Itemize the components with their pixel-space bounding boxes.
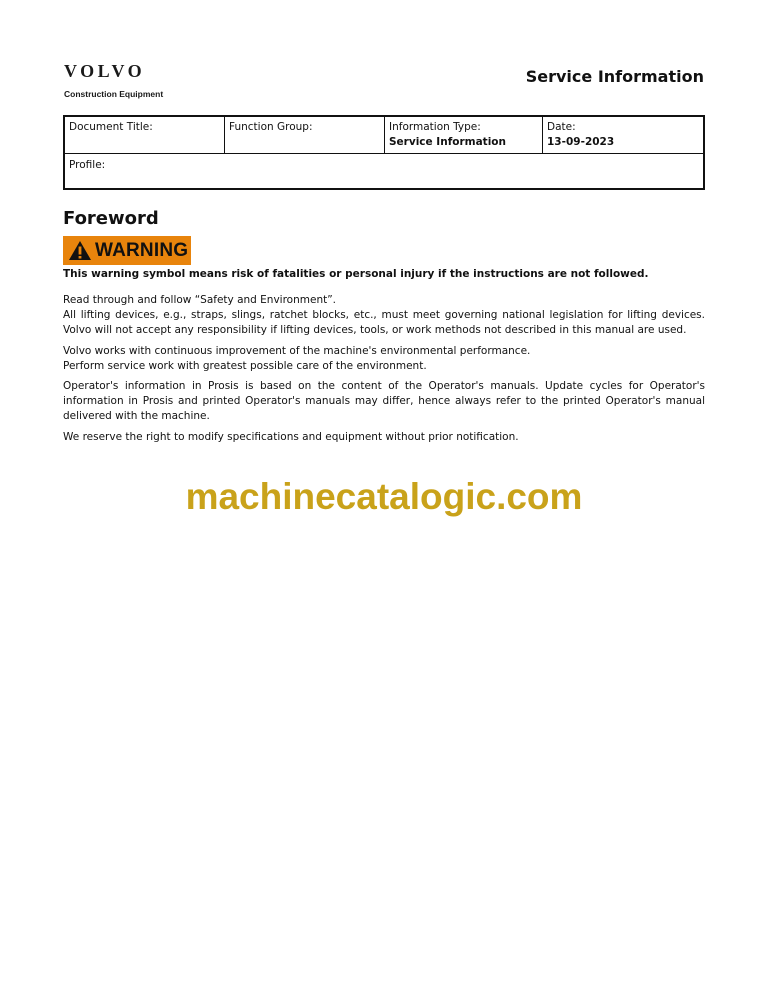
document-title-cell	[65, 117, 225, 153]
header-title: Service Information	[525, 67, 704, 86]
volvo-logo	[64, 62, 163, 99]
paragraph	[63, 293, 705, 339]
foreword-body	[63, 293, 705, 450]
info-table-row	[65, 117, 703, 154]
paragraph-line: Volvo works with continuous improvement of the machine's environmental performance.	[63, 344, 531, 357]
warning-description: This warning symbol means risk of fatalities or personal injury if the instructions are not followed.	[63, 268, 649, 280]
information-type-cell	[385, 117, 543, 153]
brand-logo-text: VOLVO	[64, 61, 146, 81]
information-type-label: Information Type:	[389, 121, 481, 133]
paragraph-line: We reserve the right to modify specifications and equipment without prior notification.	[63, 430, 519, 443]
section-title: Foreword	[63, 208, 159, 229]
paragraph	[63, 344, 705, 374]
info-table	[63, 115, 705, 190]
profile-label: Profile:	[69, 159, 106, 171]
warning-badge	[63, 236, 191, 265]
date-label: Date:	[547, 121, 576, 133]
function-group-cell	[225, 117, 385, 153]
date-cell	[543, 117, 703, 153]
paragraph-line: Perform service work with greatest possible care of the environment.	[63, 359, 427, 372]
paragraph-line: Read through and follow “Safety and Environment”.	[63, 294, 336, 306]
date-value: 13-09-2023	[547, 136, 615, 148]
paragraph	[63, 379, 705, 425]
paragraph-line: Operator's information in Prosis is based on the content of the Operator's manuals. Update cycles for Operator's information in Prosis and printed Operator's manuals may differ, hence always refer to the printed Operator's manual delivered with the machine.	[63, 380, 705, 423]
watermark: machinecatalogic.com	[185, 476, 583, 517]
paragraph	[63, 430, 705, 445]
warning-triangle-icon	[68, 240, 92, 261]
document-title-label: Document Title:	[69, 121, 153, 133]
brand-subtitle: Construction Equipment	[64, 89, 164, 99]
function-group-label: Function Group:	[229, 121, 313, 133]
information-type-value: Service Information	[389, 136, 506, 148]
warning-label: WARNING	[95, 239, 189, 261]
profile-row	[65, 154, 703, 171]
paragraph-line: All lifting devices, e.g., straps, slings, ratchet blocks, etc., must meet governing national legislation for lifting devices. Volvo will not accept any responsibility if lifting devices, tools, or work methods not described in this manual are used.	[63, 309, 705, 337]
